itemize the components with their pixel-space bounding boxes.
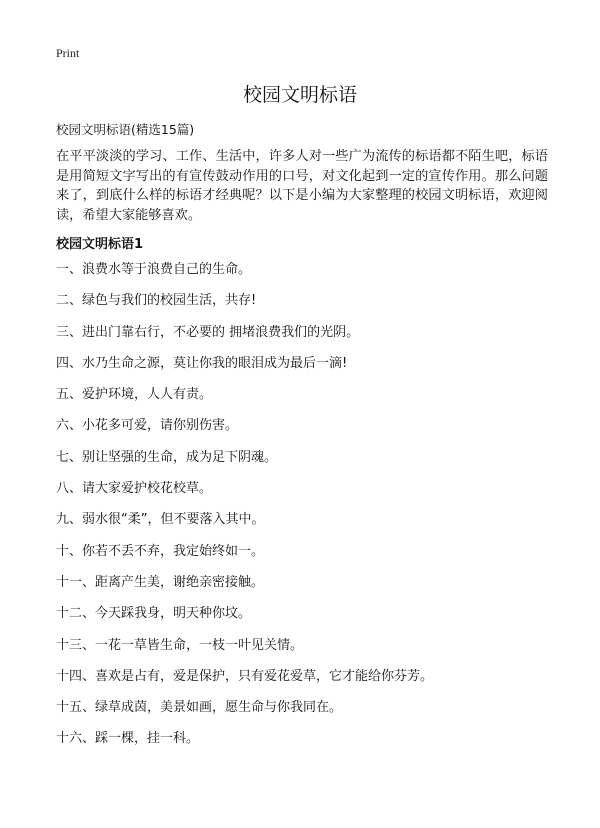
intro-paragraph: 在平平淡淡的学习、工作、生活中，许多人对一些广为流传的标语都不陌生吧，标语是用简短文字写出的有宣传鼓动作用的口号，对文化起到一定的宣传作用。那么问题来了，到底什么样的标语才经典呢？以下是小编为大家整理的校园文明标语，欢迎阅读，希望大家能够喜欢。 — [56, 149, 548, 223]
slogan-item: 五、爱护环境，人人有责。 — [56, 387, 213, 403]
slogan-item: 十、你若不丢不弃，我定始终如一。 — [56, 543, 265, 559]
slogan-item: 十六、踩一棵，挂一科。 — [56, 731, 200, 747]
slogan-item: 三、进出门靠右行，不必要的 拥堵浪费我们的光阴。 — [56, 324, 360, 340]
slogan-item: 十四、喜欢是占有，爱是保护，只有爱花爱草，它才能给你芬芳。 — [56, 668, 434, 684]
slogan-item: 六、小花多可爱，请你别伤害。 — [56, 418, 239, 434]
slogan-item: 十一、距离产生美，谢绝亲密接触。 — [56, 574, 265, 590]
slogan-item: 二、绿色与我们的校园生活，共存! — [56, 293, 257, 309]
slogan-item: 七、别让坚强的生命，成为足下阴魂。 — [56, 449, 278, 465]
slogan-list — [56, 262, 556, 763]
slogan-item: 八、请大家爱护校花校草。 — [56, 481, 213, 497]
slogan-item: 十二、今天踩我身，明天种你坟。 — [56, 606, 252, 622]
section-heading: 校园文明标语1 — [56, 237, 144, 252]
print-link[interactable]: Print — [56, 46, 80, 60]
slogan-item: 四、水乃生命之源，莫让你我的眼泪成为最后一滴! — [56, 355, 348, 371]
document-title: 校园文明标语 — [242, 84, 357, 106]
slogan-item: 一、浪费水等于浪费自己的生命。 — [56, 262, 252, 277]
slogan-item: 十五、绿草成茵，美景如画，愿生命与你我同在。 — [56, 700, 343, 716]
slogan-item: 九、弱水很“柔”，但不要落入其中。 — [56, 512, 265, 528]
slogan-item: 十三、一花一草皆生命，一枝一叶见关情。 — [56, 637, 304, 653]
document-subtitle: 校园文明标语(精选15篇) — [56, 122, 195, 137]
